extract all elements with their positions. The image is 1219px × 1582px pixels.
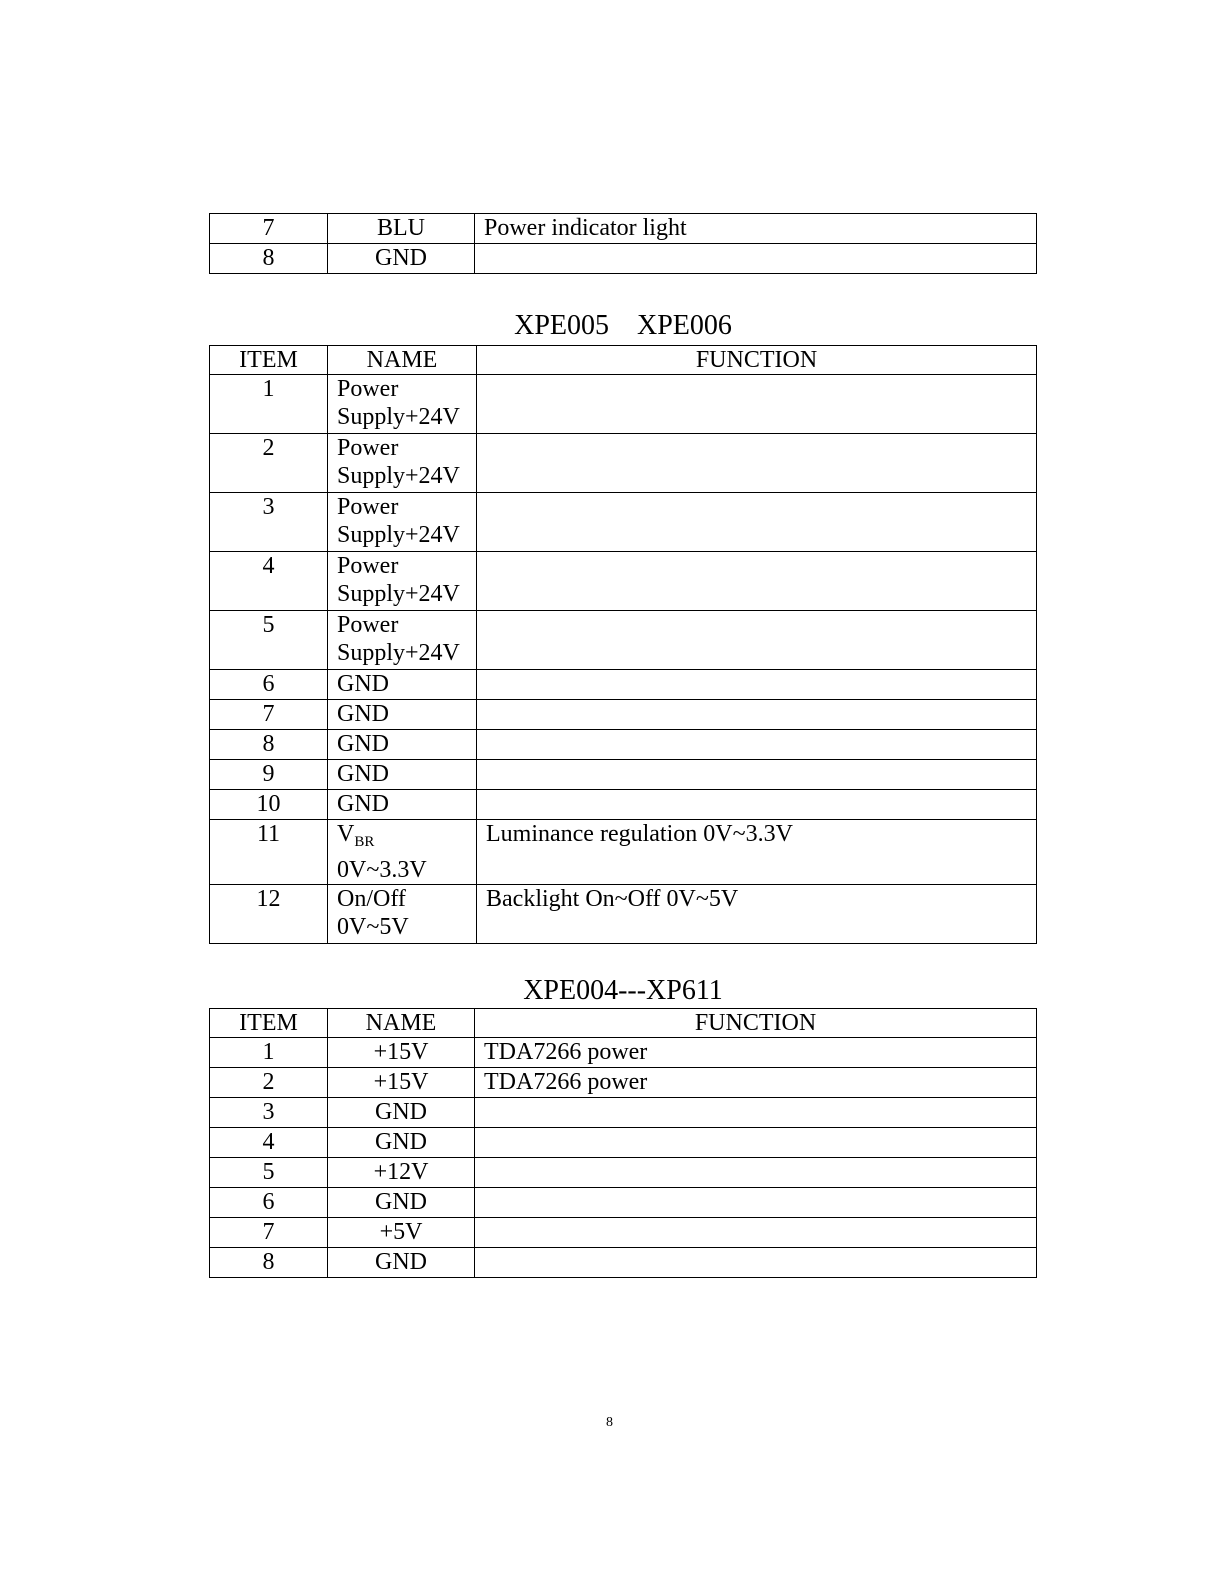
pin-table-continued bbox=[209, 213, 1037, 274]
function-cell bbox=[477, 760, 1037, 790]
name-cell: GND bbox=[328, 790, 477, 820]
header-function: FUNCTION bbox=[477, 346, 1037, 375]
table-row bbox=[210, 375, 1037, 434]
name-line: 0V~5V bbox=[337, 914, 409, 940]
item-cell: 5 bbox=[210, 1158, 328, 1188]
name-cell: GND bbox=[328, 1128, 475, 1158]
name-line: Power bbox=[337, 494, 399, 520]
name-cell bbox=[328, 885, 477, 944]
function-cell bbox=[475, 1098, 1037, 1128]
function-cell bbox=[475, 244, 1037, 274]
table-row bbox=[210, 1248, 1037, 1278]
name-line: Power bbox=[337, 553, 399, 579]
function-cell bbox=[475, 1128, 1037, 1158]
item-cell: 7 bbox=[210, 214, 328, 244]
name-line: 0V~3.3V bbox=[337, 857, 427, 883]
name-cell: +12V bbox=[328, 1158, 475, 1188]
table-row bbox=[210, 730, 1037, 760]
table-row bbox=[210, 214, 1037, 244]
name-cell bbox=[328, 434, 477, 493]
header-row bbox=[210, 1009, 1037, 1038]
function-cell bbox=[477, 493, 1037, 552]
table-row bbox=[210, 760, 1037, 790]
name-cell bbox=[328, 820, 477, 885]
function-cell bbox=[475, 1218, 1037, 1248]
function-cell bbox=[477, 375, 1037, 434]
item-cell: 4 bbox=[210, 1128, 328, 1158]
name-line: Supply+24V bbox=[337, 522, 460, 548]
item-cell: 8 bbox=[210, 1248, 328, 1278]
pin-table-xpe004 bbox=[209, 1008, 1037, 1278]
header-name: NAME bbox=[328, 346, 477, 375]
name-line: Supply+24V bbox=[337, 404, 460, 430]
header-function: FUNCTION bbox=[475, 1009, 1037, 1038]
name-cell bbox=[328, 552, 477, 611]
item-cell: 5 bbox=[210, 611, 328, 670]
header-item: ITEM bbox=[210, 346, 328, 375]
name-line: Power bbox=[337, 612, 399, 638]
name-symbol: V bbox=[337, 821, 355, 847]
function-cell bbox=[477, 730, 1037, 760]
item-cell: 6 bbox=[210, 1188, 328, 1218]
header-name: NAME bbox=[328, 1009, 475, 1038]
name-cell: GND bbox=[328, 244, 475, 274]
table-row bbox=[210, 611, 1037, 670]
name-cell: +15V bbox=[328, 1038, 475, 1068]
item-cell: 3 bbox=[210, 493, 328, 552]
table-row bbox=[210, 1158, 1037, 1188]
table-row bbox=[210, 244, 1037, 274]
item-cell: 2 bbox=[210, 434, 328, 493]
function-cell: Backlight On~Off 0V~5V bbox=[477, 885, 1037, 944]
name-line: On/Off bbox=[337, 886, 406, 912]
name-cell: GND bbox=[328, 1188, 475, 1218]
function-cell bbox=[477, 611, 1037, 670]
item-cell: 11 bbox=[210, 820, 328, 885]
name-cell: GND bbox=[328, 1098, 475, 1128]
table-row bbox=[210, 1038, 1037, 1068]
name-line: Power bbox=[337, 376, 399, 402]
function-cell bbox=[477, 552, 1037, 611]
name-cell bbox=[328, 611, 477, 670]
page-number: 8 bbox=[606, 1415, 613, 1430]
name-cell bbox=[328, 375, 477, 434]
pin-table-xpe005 bbox=[209, 345, 1037, 944]
item-cell: 8 bbox=[210, 244, 328, 274]
item-cell: 1 bbox=[210, 1038, 328, 1068]
table-row bbox=[210, 700, 1037, 730]
name-subscript: BR bbox=[354, 834, 375, 850]
name-cell bbox=[328, 493, 477, 552]
table-row bbox=[210, 1128, 1037, 1158]
table-row bbox=[210, 1098, 1037, 1128]
item-cell: 12 bbox=[210, 885, 328, 944]
name-cell: GND bbox=[328, 700, 477, 730]
item-cell: 3 bbox=[210, 1098, 328, 1128]
header-item: ITEM bbox=[210, 1009, 328, 1038]
table-row bbox=[210, 790, 1037, 820]
table-row bbox=[210, 493, 1037, 552]
name-line: Supply+24V bbox=[337, 640, 460, 666]
function-cell bbox=[475, 1188, 1037, 1218]
table-row bbox=[210, 1218, 1037, 1248]
name-line: Power bbox=[337, 435, 399, 461]
function-cell bbox=[477, 670, 1037, 700]
function-cell bbox=[475, 1248, 1037, 1278]
name-line: Supply+24V bbox=[337, 463, 460, 489]
item-cell: 10 bbox=[210, 790, 328, 820]
table-row bbox=[210, 670, 1037, 700]
table-caption-xpe005: XPE005 XPE006 bbox=[514, 310, 732, 341]
table-row bbox=[210, 1188, 1037, 1218]
table-row bbox=[210, 552, 1037, 611]
item-cell: 6 bbox=[210, 670, 328, 700]
function-cell bbox=[477, 434, 1037, 493]
item-cell: 8 bbox=[210, 730, 328, 760]
item-cell: 1 bbox=[210, 375, 328, 434]
table-row bbox=[210, 1068, 1037, 1098]
table-row bbox=[210, 820, 1037, 885]
name-cell: GND bbox=[328, 670, 477, 700]
name-cell: GND bbox=[328, 730, 477, 760]
function-cell bbox=[475, 1158, 1037, 1188]
item-cell: 4 bbox=[210, 552, 328, 611]
name-cell: +5V bbox=[328, 1218, 475, 1248]
name-cell: GND bbox=[328, 760, 477, 790]
table-caption-xpe004: XPE004---XP611 bbox=[523, 975, 723, 1006]
name-cell: +15V bbox=[328, 1068, 475, 1098]
item-cell: 2 bbox=[210, 1068, 328, 1098]
header-row bbox=[210, 346, 1037, 375]
table-row bbox=[210, 885, 1037, 944]
item-cell: 9 bbox=[210, 760, 328, 790]
function-cell: TDA7266 power bbox=[475, 1038, 1037, 1068]
name-cell: BLU bbox=[328, 214, 475, 244]
name-cell: GND bbox=[328, 1248, 475, 1278]
item-cell: 7 bbox=[210, 1218, 328, 1248]
item-cell: 7 bbox=[210, 700, 328, 730]
function-cell: Power indicator light bbox=[475, 214, 1037, 244]
function-cell bbox=[477, 790, 1037, 820]
table-row bbox=[210, 434, 1037, 493]
name-line: Supply+24V bbox=[337, 581, 460, 607]
function-cell: TDA7266 power bbox=[475, 1068, 1037, 1098]
function-cell: Luminance regulation 0V~3.3V bbox=[477, 820, 1037, 885]
function-cell bbox=[477, 700, 1037, 730]
